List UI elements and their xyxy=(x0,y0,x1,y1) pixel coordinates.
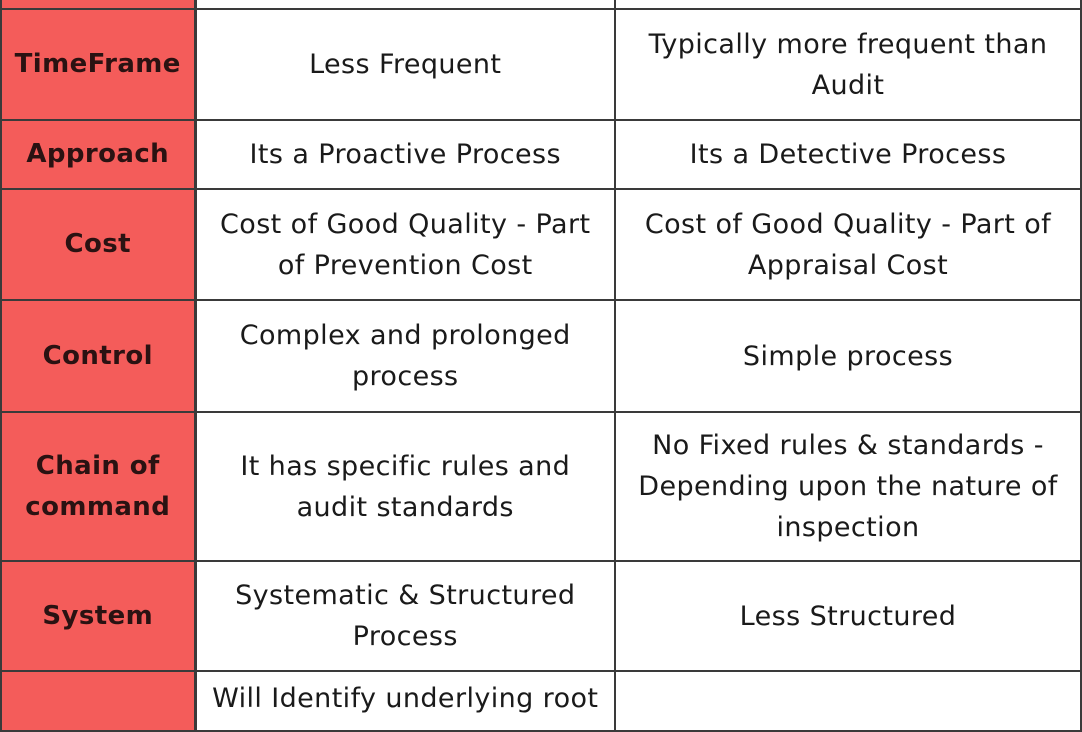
audit-cell xyxy=(195,0,615,9)
inspection-cell-timeframe: Typically more frequent than Audit xyxy=(615,9,1081,120)
audit-cell-control: Complex and prolonged process xyxy=(195,300,615,412)
table-row-chain-of-command xyxy=(1,412,1081,561)
inspection-cell-system: Less Structured xyxy=(615,561,1081,671)
row-label-approach: Approach xyxy=(1,120,195,189)
row-label-control: Control xyxy=(1,300,195,412)
row-label-chain-of-command: Chain of command xyxy=(1,412,195,561)
inspection-cell-cost: Cost of Good Quality - Part of Appraisal Cost xyxy=(615,189,1081,300)
row-label-timeframe: TimeFrame xyxy=(1,9,195,120)
table-row-timeframe xyxy=(1,9,1081,120)
table-row-system xyxy=(1,561,1081,671)
table-row-approach xyxy=(1,120,1081,189)
audit-cell-system: Systematic & Structured Process xyxy=(195,561,615,671)
inspection-cell-control: Simple process xyxy=(615,300,1081,412)
audit-cell-approach: Its a Proactive Process xyxy=(195,120,615,189)
audit-cell-timeframe: Less Frequent xyxy=(195,9,615,120)
table-row-cost xyxy=(1,189,1081,300)
table-row-partial-top xyxy=(1,0,1081,9)
table-row-partial-bottom xyxy=(1,671,1081,731)
audit-cell-chain-of-command: It has specific rules and audit standards xyxy=(195,412,615,561)
inspection-cell xyxy=(615,0,1081,9)
inspection-cell-partial xyxy=(615,671,1081,731)
inspection-cell-chain-of-command: No Fixed rules & standards - Depending upon the nature of inspection xyxy=(615,412,1081,561)
row-label-partial xyxy=(1,671,195,731)
audit-cell-partial: Will Identify underlying root xyxy=(195,671,615,731)
inspection-cell-approach: Its a Detective Process xyxy=(615,120,1081,189)
row-label-system: System xyxy=(1,561,195,671)
row-label-cost: Cost xyxy=(1,189,195,300)
audit-cell-cost: Cost of Good Quality - Part of Prevention Cost xyxy=(195,189,615,300)
row-label-cell xyxy=(1,0,195,9)
table-row-control xyxy=(1,300,1081,412)
